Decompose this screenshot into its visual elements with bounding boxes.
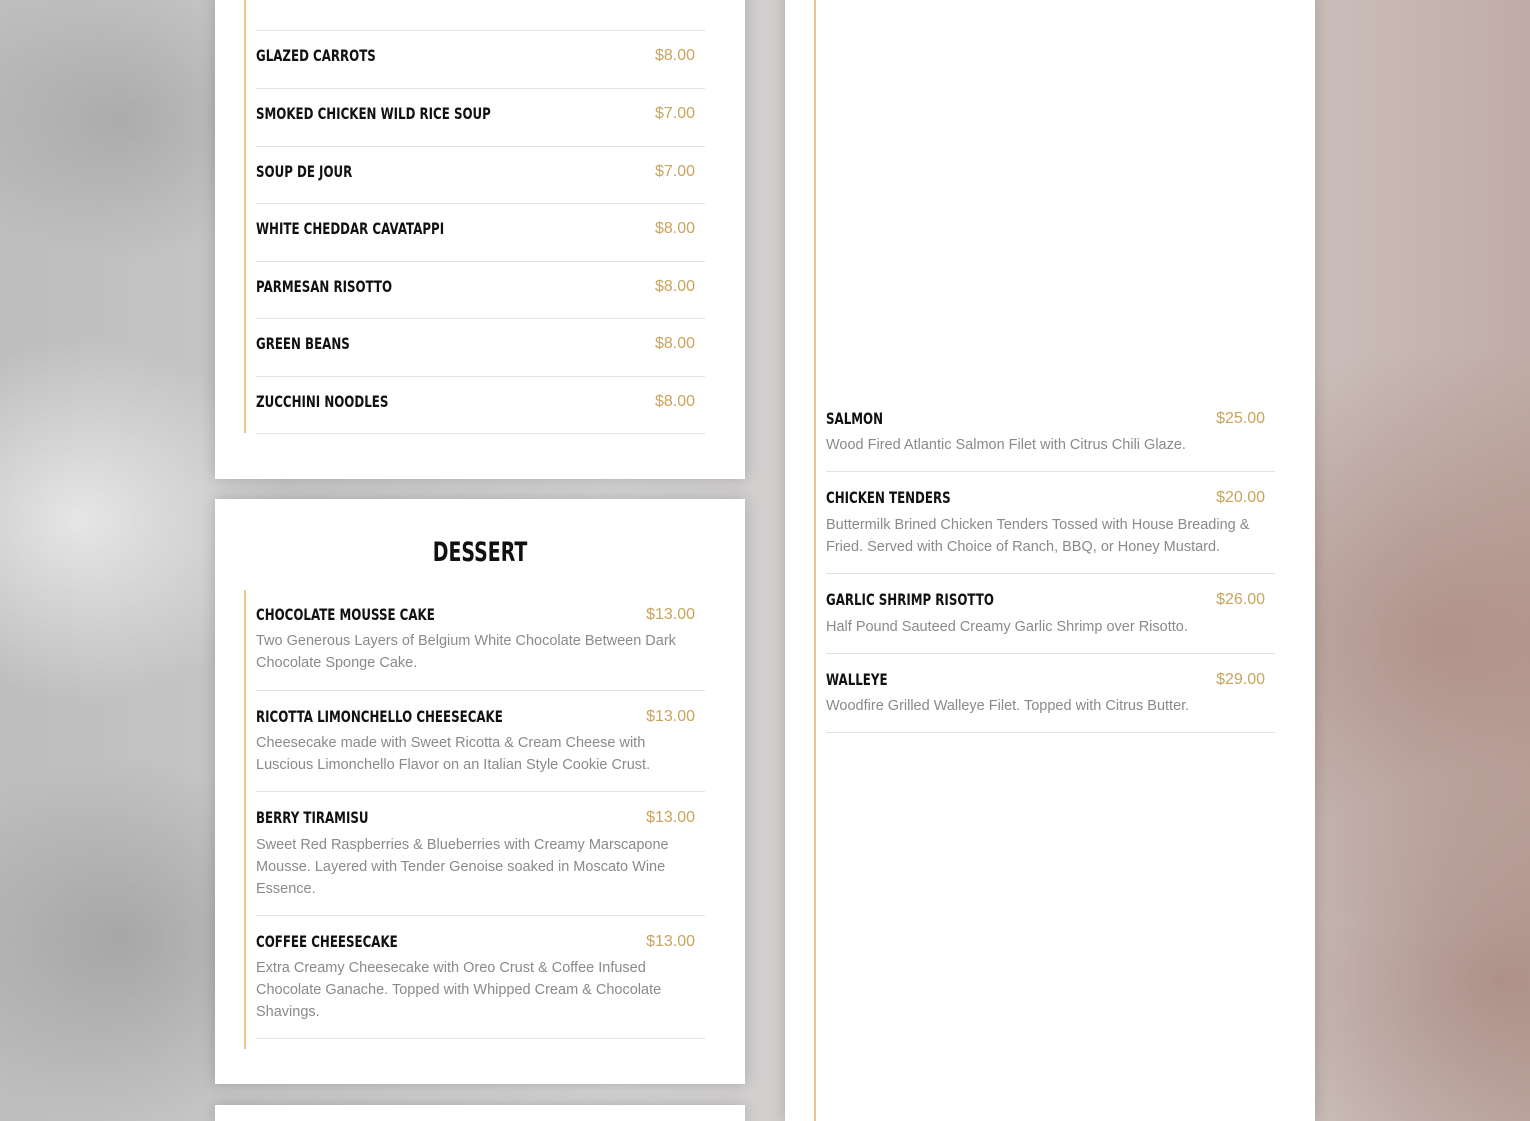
list-item [826,488,1275,574]
item-name: GREEN BEANS [256,334,350,353]
list-item [256,104,705,147]
item-description: Half Pound Sauteed Creamy Garlic Shrimp over Risotto. [826,619,1188,635]
item-name: BERRY TIRAMISU [256,808,369,827]
list-item [256,0,705,31]
list-item [256,707,705,792]
dessert-card [215,499,745,1084]
list-item [256,46,705,89]
item-name: SALMON [826,409,883,428]
item-name: CHOCOLATE MOUSSE CAKE [256,605,435,624]
item-price: $7.00 [654,105,695,122]
item-name: GLAZED CARROTS [256,46,376,65]
item-description: Woodfire Grilled Walleye Filet. Topped with Citrus Butter. [826,698,1190,714]
item-price: $29.00 [1216,671,1265,688]
item-name: CHICKEN TENDERS [826,488,951,507]
sides-accent-line [244,0,246,433]
item-description: Sweet Red Raspberries & Blueberries with Creamy Marscapone Mousse. Layered with Tender Genoise soaked in Moscato Wine Essence. [256,837,669,897]
item-description: Extra Creamy Cheesecake with Oreo Crust & Coffee Infused Chocolate Ganache. Topped with Whipped Cream & Chocolate Shavings. [256,960,662,1020]
list-item [256,605,705,691]
item-price: $8.00 [654,220,695,237]
item-name: WALLEYE [826,670,888,689]
item-description: Cheesecake made with Sweet Ricotta & Cream Cheese with Luscious Limonchello Flavor on an Italian Style Cookie Crust. [256,735,651,773]
list-item [826,670,1275,733]
item-name: SOUP DE JOUR [256,162,353,181]
item-description: Two Generous Layers of Belgium White Chocolate Between Dark Chocolate Sponge Cake. [256,633,676,671]
dessert-accent-line [244,590,246,1049]
list-item [256,808,705,916]
item-description: Buttermilk Brined Chicken Tenders Tossed with House Breading & Fried. Served with Choice of Ranch, BBQ, or Honey Mustard. [826,517,1250,555]
list-item [826,409,1275,472]
list-item [256,162,705,204]
item-price: $7.00 [654,163,695,180]
item-price: $25.00 [1216,410,1265,427]
list-item [256,392,705,434]
next-card [215,1105,745,1121]
item-price: $8.00 [654,335,695,352]
item-description: Wood Fired Atlantic Salmon Filet with Citrus Chili Glaze. [826,437,1186,453]
item-price: $8.00 [654,393,695,410]
item-price: $26.00 [1216,591,1265,608]
item-price: $13.00 [646,809,695,826]
item-name: GARLIC SHRIMP RISOTTO [826,590,994,609]
item-price: $13.00 [646,606,695,623]
list-item [826,590,1275,654]
list-item [256,334,705,377]
item-price: $13.00 [646,933,695,950]
item-name: PARMESAN RISOTTO [256,277,393,296]
list-item [256,219,705,262]
item-price: $8.00 [654,47,695,64]
item-name: RICOTTA LIMONCHELLO CHEESECAKE [256,707,503,726]
list-item [256,932,705,1039]
item-name: WHITE CHEDDAR CAVATAPPI [256,219,445,238]
entrees-accent-line [814,0,816,1121]
section-title: DESSERT [432,537,528,568]
item-price: $8.00 [654,278,695,295]
item-name: COFFEE CHEESECAKE [256,932,398,951]
list-item [256,277,705,319]
item-name: ZUCCHINI NOODLES [256,392,389,411]
item-name: SMOKED CHICKEN WILD RICE SOUP [256,104,491,123]
sides-card [215,0,745,479]
entrees-card [785,0,1315,1121]
item-price: $20.00 [1216,489,1265,506]
item-price: $13.00 [646,708,695,725]
